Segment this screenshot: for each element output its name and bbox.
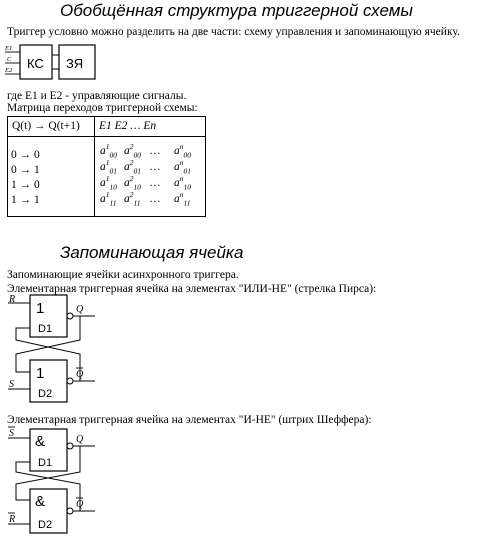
transitions-cell — [8, 137, 95, 217]
coefficient-row: $a^1_{10}$ $a^2_{10}$ … $a^n_{10}$ — [100, 174, 191, 192]
coefficients-cell — [95, 137, 206, 217]
nand-gate-d1-name: D1 — [38, 457, 53, 469]
nand-output-q-label: Q — [76, 434, 84, 445]
nor-input-s-label: S — [9, 379, 14, 390]
block-diagram — [0, 38, 120, 88]
transition-row: 1 → 1 — [11, 194, 40, 206]
section-title-structure: Обобщённая структура триггерной схемы — [60, 1, 413, 20]
coefficient-row: $a^1_{00}$ $a^2_{00}$ … $a^n_{00}$ — [100, 142, 191, 160]
where-text: где Е1 и Е2 - управляющие сигналы. — [7, 90, 187, 102]
nor-gate-d2-symbol: 1 — [36, 365, 45, 382]
nor-caption: Элементарная триггерная ячейка на элементах "ИЛИ-НЕ" (стрелка Пирса): — [7, 283, 377, 295]
nand-gate-d2-name: D2 — [38, 519, 53, 531]
coefficient-row: $a^1_{11}$ $a^2_{11}$ … $a^n_{11}$ — [100, 190, 191, 208]
memory-intro: Запоминающие ячейки асинхронного триггера. — [7, 269, 239, 281]
nor-latch-diagram — [0, 292, 110, 407]
nor-gate-d1-symbol: 1 — [36, 300, 45, 317]
nor-gate-d1-name: D1 — [38, 323, 53, 335]
header-transition: Q(t) → Q(t+1) — [8, 117, 95, 137]
nand-inverter-bubble — [67, 443, 73, 449]
section-title-memory-cell: Запоминающая ячейка — [60, 243, 244, 262]
nor-inverter-bubble — [67, 313, 73, 319]
input-e2-label: E2 — [5, 67, 13, 74]
nand-input-r-label: R — [9, 514, 16, 525]
nand-gate-d1-symbol: & — [35, 433, 46, 450]
header-inputs: E1 E2 … En — [95, 117, 206, 137]
matrix-caption: Матрица переходов триггерной схемы: — [7, 102, 198, 114]
ks-label: КС — [27, 56, 44, 71]
nor-output-q-label: Q — [76, 304, 84, 315]
nand-caption: Элементарная триггерная ячейка на элементах "И-НЕ" (штрих Шеффера): — [7, 414, 372, 426]
nor-gate-d2-name: D2 — [38, 388, 53, 400]
nor-inverter-bubble — [67, 378, 73, 384]
input-e1-label: E1 — [5, 45, 13, 52]
nand-inverter-bubble — [67, 508, 73, 514]
nor-output-qbar-label: Q — [76, 369, 84, 380]
transition-row: 0 → 1 — [11, 164, 40, 176]
nand-gate-d2-symbol: & — [35, 493, 46, 510]
transition-matrix — [7, 116, 206, 217]
nand-input-s-label: S — [9, 428, 14, 439]
input-c-label: C — [7, 56, 12, 63]
nand-output-qbar-label: Q — [76, 499, 84, 510]
transition-row: 0 → 0 — [11, 149, 40, 161]
nand-latch-diagram — [0, 424, 110, 536]
coefficient-row: $a^1_{01}$ $a^2_{01}$ … $a^n_{01}$ — [100, 158, 191, 176]
nor-input-r-label: R — [9, 294, 16, 305]
intro-text: Триггер условно можно разделить на две части: схему управления и запоминающую ячейку. — [7, 26, 460, 38]
zya-label: ЗЯ — [66, 56, 84, 71]
transition-row: 1 → 0 — [11, 179, 40, 191]
